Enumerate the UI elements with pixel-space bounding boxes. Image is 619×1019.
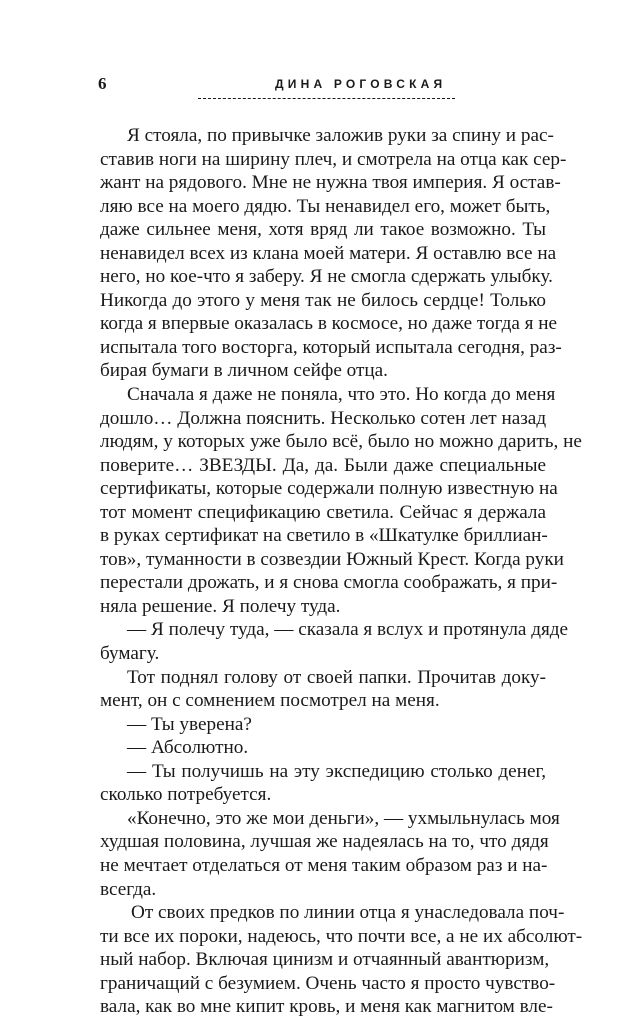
text-line: не мечтает отделаться от меня таким образом раз и на- xyxy=(100,854,548,876)
text-line: перестали дрожать, и я снова смогла соображать, я при- xyxy=(100,572,558,594)
text-line: — Абсолютно. xyxy=(127,737,249,759)
text-line: вала, как во мне кипит кровь, и меня как магнитом вле- xyxy=(100,996,553,1018)
text-line: ляю все на моего дядю. Ты ненавидел его, может быть, xyxy=(100,195,551,217)
paragraph xyxy=(100,383,582,618)
text-line: даже сильнее меня, хотя вряд ли такое возможно. Ты xyxy=(100,219,546,241)
text-line: сколько потребуется. xyxy=(100,784,272,806)
text-line: — Ты уверена? xyxy=(127,713,252,735)
text-line: «Конечно, это же мои деньги», — ухмыльнулась моя xyxy=(127,807,560,829)
text-line: жант на рядового. Мне не нужна твоя империя. Я остав- xyxy=(100,172,561,194)
text-line: бумагу. xyxy=(100,643,160,665)
paragraph xyxy=(100,736,546,760)
text-line: ный набор. Включая цинизм и отчаянный авантюризм, xyxy=(100,949,550,971)
page-header xyxy=(98,74,560,104)
paragraph xyxy=(100,666,546,713)
text-line: тов», туманности в созвездии Южный Крест. Когда руки xyxy=(100,548,564,570)
text-line: поверите… ЗВЕЗДЫ. Да, да. Были даже специальные xyxy=(100,454,546,476)
text-line: всегда. xyxy=(100,878,157,900)
body-text xyxy=(100,124,583,1019)
text-line: когда я впервые оказалась в космосе, но даже тогда я не xyxy=(100,313,558,335)
text-line: Тот поднял голову от своей папки. Прочитав доку- xyxy=(127,666,546,688)
text-line: ти все их пороки, надеюсь, что почти все, а не их абсолют- xyxy=(100,925,583,947)
text-line: ненавидел всех из клана моей матери. Я оставлю все на xyxy=(100,242,557,264)
text-line: Сначала я даже не поняла, что это. Но когда до меня xyxy=(127,384,556,406)
text-line: няла решение. Я полечу туда. xyxy=(100,595,341,617)
text-line: сертификаты, которые содержали полную известную на xyxy=(100,478,558,500)
text-line: граничащий с безумием. Очень часто я просто чувство- xyxy=(100,972,556,994)
text-line: Никогда до этого у меня так не билось сердце! Только xyxy=(100,289,546,311)
text-line: него, но кое-что я заберу. Я не смогла сдержать улыбку. xyxy=(100,266,553,288)
text-line: испытала того восторга, который испытала сегодня, раз- xyxy=(100,336,562,358)
text-line: людям, у которых уже было всё, было но можно дарить, не xyxy=(100,431,582,453)
text-line: бирая бумаги в личном сейфе отца. xyxy=(100,360,388,382)
text-line: ставив ноги на ширину плеч, и смотрела на отца как сер- xyxy=(100,148,567,170)
text-line: От своих предков по линии отца я унаследовала поч- xyxy=(131,902,565,924)
text-line: — Я полечу туда, — сказала я вслух и протянула дяде xyxy=(127,619,569,641)
text-line: Я стояла, по привычке заложив руки за спину и рас- xyxy=(127,125,554,146)
text-line: худшая половина, лучшая же надеялась на то, что дядя xyxy=(100,831,549,853)
paragraph xyxy=(100,760,546,807)
paragraph xyxy=(100,124,567,383)
running-title: ДИНА РОГОВСКАЯ xyxy=(275,77,447,91)
text-line: тот момент спецификацию светила. Сейчас я держала xyxy=(100,501,546,523)
page-number: 6 xyxy=(98,74,107,93)
text-line: в руках сертификат на светило в «Шкатулке бриллиан- xyxy=(100,525,548,547)
paragraph xyxy=(100,807,560,901)
text-line: мент, он с сомнением посмотрел на меня. xyxy=(100,690,440,712)
paragraph xyxy=(100,901,583,1019)
text-line: дошло… Должна пояснить. Несколько сотен лет назад xyxy=(100,407,547,429)
header-dashed-rule xyxy=(198,98,455,99)
paragraph xyxy=(100,713,546,737)
text-line: — Ты получишь на эту экспедицию столько денег, xyxy=(127,760,546,782)
paragraph xyxy=(100,618,569,665)
